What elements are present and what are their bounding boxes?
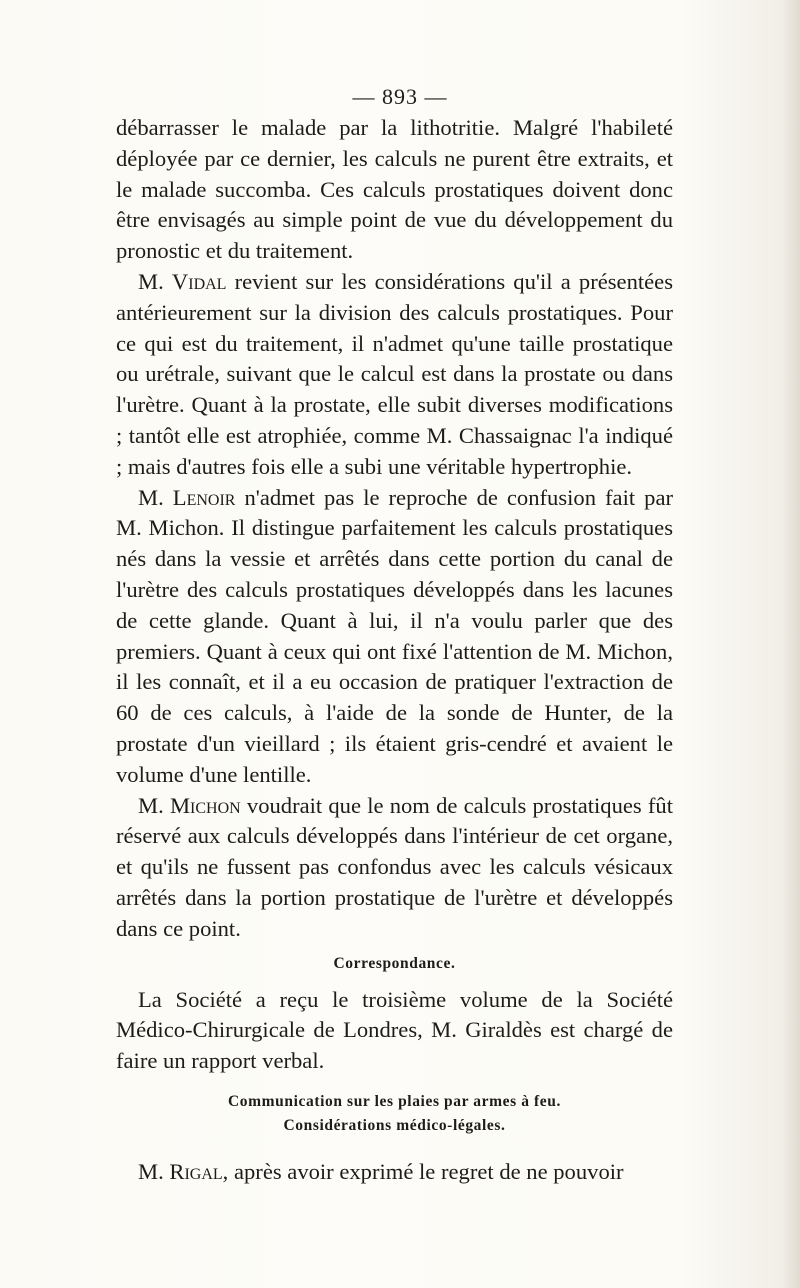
paragraph-rigal: [116, 1157, 673, 1188]
speaker-prefix: M.: [138, 268, 172, 294]
paragraph-text: revient sur les considérations qu'il a présentées antérieurement sur la division des calculs prostatiques. Pour ce qui est du traitement, il n'admet qu'une taille prostatique ou urétrale, suivant que le calcul est dans la prostate ou dans l'urètre. Quant à la prostate, elle subit diverses modifications ; tantôt elle est atrophiée, comme M. Chassaignac l'a indiqué ; mais d'autres fois elle a subi une véritable hypertrophie.: [116, 268, 673, 479]
section-heading-communication: Communication sur les plaies par armes à feu.: [228, 1092, 561, 1110]
paragraph-societe: La Société a reçu le troisième volume de la Société Médico-Chirurgicale de Londres, M. Giraldès est chargé de faire un rapport verbal.: [116, 986, 673, 1074]
section-subheading-considerations: Considérations médico-légales.: [283, 1116, 506, 1134]
paragraph-continuation: débarrasser le malade par la lithotritie. Malgré l'habileté déployée par ce dernier, les calculs ne purent être extraits, et le malade succomba. Ces calculs prostatiques doivent donc être envisagés au simple point de vue du développement du pronostic et du traitement.: [116, 115, 673, 264]
body-text: [116, 113, 673, 1188]
paragraph-michon: [116, 791, 673, 945]
paragraph-text: n'admet pas le reproche de confusion fait par M. Michon. Il distingue parfaitement les calculs prostatiques nés dans la vessie et arrêtés dans cette portion du canal de l'urètre des calculs prostatiques développés dans les lacunes de cette glande. Quant à lui, il n'a voulu parler que des premiers. Quant à ceux qui ont fixé l'attention de M. Michon, il les connaît, et il a eu occasion de pratiquer l'extraction de 60 de ces calculs, à l'aide de la sonde de Hunter, de la prostate d'un vieillard ; ils étaient gris-cendré et avaient le volume d'une lentille.: [116, 484, 674, 787]
paragraph-vidal: [116, 267, 673, 483]
page-edge-shadow: [782, 0, 800, 1288]
speaker-name-rigal: Rigal: [169, 1158, 223, 1184]
speaker-name-lenoir: Lenoir: [172, 484, 236, 510]
paragraph-lenoir: [116, 483, 673, 791]
speaker-prefix: M.: [138, 792, 170, 818]
section-heading-correspondance: Correspondance.: [333, 954, 456, 972]
page-number: — 893 —: [352, 84, 448, 109]
speaker-name-michon: Michon: [169, 792, 241, 818]
speaker-prefix: M.: [138, 484, 173, 510]
speaker-prefix: M.: [138, 1158, 170, 1184]
paragraph-text: , après avoir exprimé le regret de ne pouvoir: [222, 1158, 624, 1184]
paragraph-text: voudrait que le nom de calculs prostatiques fût réservé aux calculs développés dans l'intérieur de cet organe, et qu'ils ne fussent pas confondus avec les calculs vésicaux arrêtés dans la portion prostatique de l'urètre et développés dans ce point.: [116, 792, 673, 941]
speaker-name-vidal: Vidal: [171, 268, 227, 294]
